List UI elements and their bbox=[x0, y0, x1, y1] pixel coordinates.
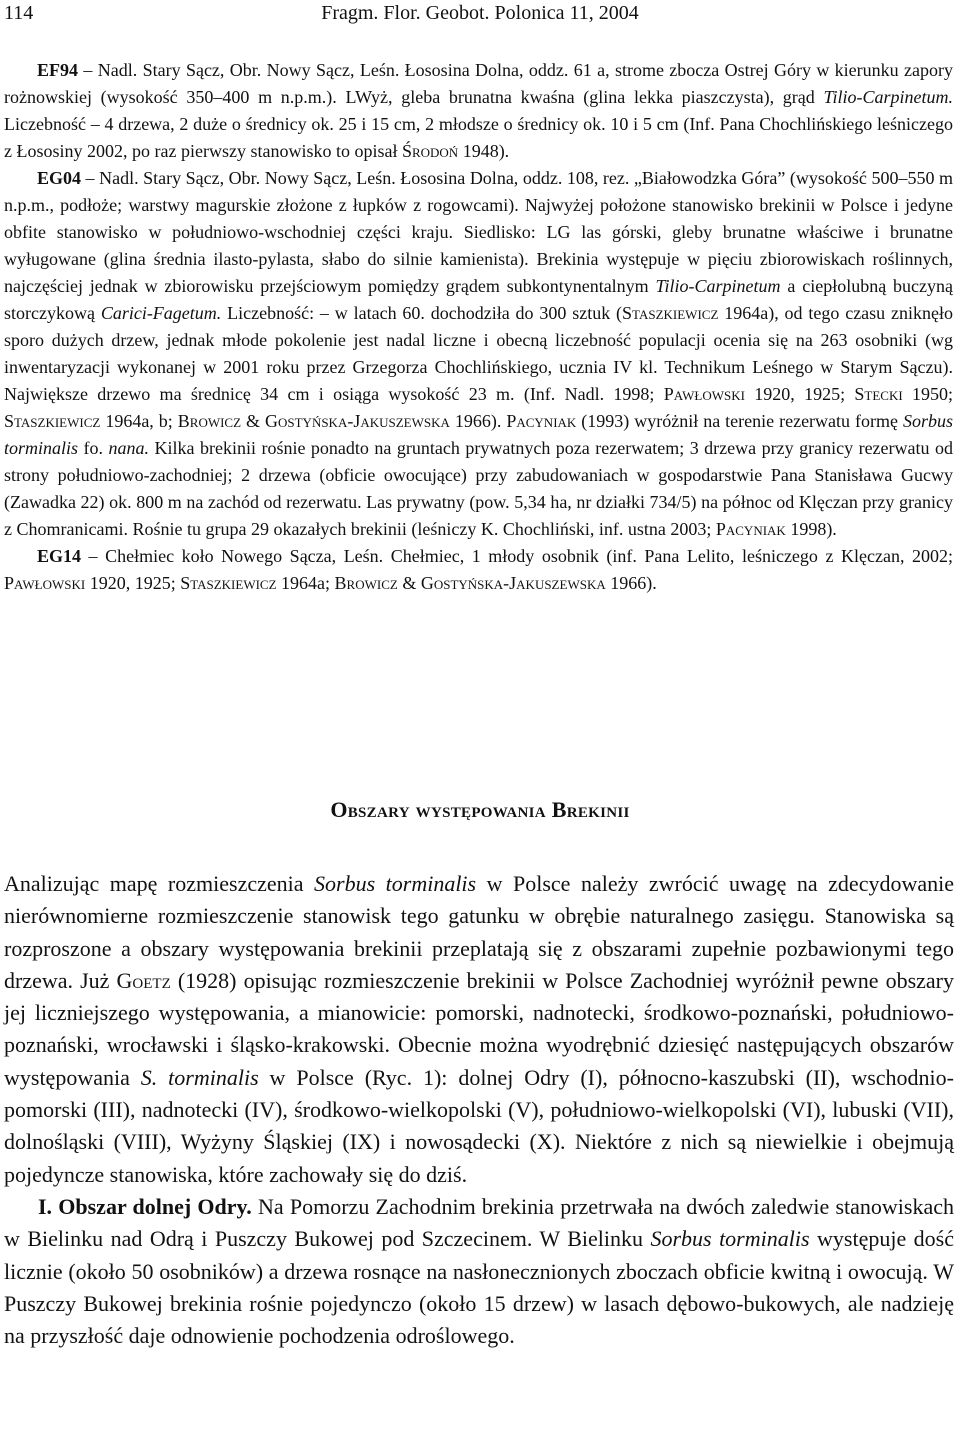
station-list bbox=[4, 57, 953, 597]
paragraph-text: w Polsce należy zwrócić uwagę na zdecydowanie nierównomierne rozmieszczenie stanowisk tego gatunku w obrębie naturalnego zasięgu. Stanowiska są rozproszone a obszary występowania brekinii przeplatają się z obszarami zupełnie pozbawionymi tego drzewa. Już bbox=[4, 871, 954, 993]
paragraph-text: w Polsce (Ryc. 1): dolnej Odry (I), północno-kaszubski (II), wschodnio-pomorski (III), nadnotecki (IV), środkowo-wielkopolski (V), południowo-wielkopolski (VI), lubuski (VII), dolnośląski (VIII), Wyżyny Śląskiej (IX) i nowosądecki (X). Niektóre z nich są niewielkie i obejmują pojedyncze stanowiska, które zachowały się do dziś. bbox=[4, 1064, 954, 1187]
author-citation: Browicz & Gostyńska-Jakuszewska bbox=[334, 573, 606, 593]
entry-text: Kilka brekinii rośnie ponadto na gruntach prywatnych poza rezerwatem; 3 drzewa przy granicy rezerwatu od strony południowo-zachodniej; 2 drzewa (obficie owocujące) przy zabudowaniach w gospodarstwie Pana Stanisława Gucwy (Zawadka 22) ok. 800 m na zachód od rezerwatu. Las prywatny (pow. 5,34 ha, nr działki 734/5) na północ od Klęczan przy granicy z Chomranicami. Rośnie tu grupa 29 okazałych brekinii (leśniczy K. Chochliński, inf. ustna 2003; bbox=[4, 438, 954, 539]
author-citation: Goetz bbox=[116, 967, 171, 993]
entry-text: 1950; bbox=[902, 384, 953, 404]
entry-text: 1964a, b; bbox=[100, 411, 178, 431]
latin-name: Tilio-Carpinetum bbox=[655, 276, 781, 296]
paragraph-text: (1928) opisując rozmieszczenie brekinii w Polsce Zachodniej wyróżnił pewne obszary jej liczniejszego występowania, a mianowicie: pomorski, nadnotecki, środkowo-poznański, południowo-poznański, wrocławski i śląsko-krakowski. Obecnie można wyodrębnić dziesięć następujących obszarów występowania bbox=[4, 967, 954, 1090]
author-citation: Staszkiewicz bbox=[4, 411, 101, 431]
latin-name: Sorbus torminalis bbox=[4, 411, 953, 458]
author-citation: Pacyniak bbox=[506, 411, 577, 431]
running-header bbox=[0, 0, 960, 40]
author-citation: Staszkiewicz bbox=[180, 573, 277, 593]
entry-code: EG04 bbox=[37, 168, 82, 188]
entry-text: Liczebność – 4 drzewa, 2 duże o średnicy ok. 25 i 15 cm, 2 młodsze o średnicy ok. 10 i 5 cm (Inf. Pana Chochlińskiego leśniczego z Łososiny 2002, po raz pierwszy stanowisko to opisał bbox=[4, 114, 953, 161]
author-citation: Pacyniak bbox=[715, 519, 786, 539]
latin-name: nana. bbox=[108, 438, 149, 458]
entry-text: (1993) wyróżnił na terenie rezerwatu formę bbox=[576, 411, 903, 431]
entry-code: EF94 bbox=[37, 60, 79, 80]
entry-text: 1948). bbox=[458, 141, 510, 161]
page-number: 114 bbox=[4, 2, 34, 24]
author-citation: Stecki bbox=[854, 384, 903, 404]
entry-text: – Chełmiec koło Nowego Sącza, Leśn. Chełmiec, 1 młody osobnik (inf. Pana Lelito, leśniczego z Klęczan, 2002; bbox=[81, 546, 953, 566]
entry-text: Liczebność: – w latach 60. dochodziła do 300 sztuk ( bbox=[221, 303, 623, 323]
author-citation: Środoń bbox=[401, 141, 459, 161]
paragraph-text: Analizując mapę rozmieszczenia bbox=[4, 871, 315, 896]
section-body bbox=[4, 868, 954, 1352]
latin-name: S. torminalis bbox=[140, 1064, 259, 1090]
entry-text: – Nadl. Stary Sącz, Obr. Nowy Sącz, Leśn. Łososina Dolna, oddz. 61 a, strome zbocza Ostrej Góry w kierunku zapory rożnowskiej (wysokość 350–400 m n.p.m.). LWyż, gleba brunatna kwaśna (glina lekka piaszczysta), grąd bbox=[4, 60, 953, 107]
author-citation: Staszkiewicz bbox=[622, 303, 719, 323]
intro-paragraph bbox=[4, 868, 954, 1191]
entry-text: 1964a), od tego czasu zniknęło sporo dużych drzew, jednak młode pokolenie jest nadal liczne i obecną liczebność populacji ocenia się na 263 osobniki (wg inwentaryzacji wykonanej w 2001 roku przez Grzegorza Chochlińskiego, ucznia IV kl. Technikum Leśnego w Starym Sączu). Największe drzewo ma średnicę 34 cm i osiąga wysokość 23 m. (Inf. Nadl. 1998; bbox=[4, 303, 953, 404]
latin-name: Sorbus torminalis bbox=[650, 1226, 810, 1252]
entry-text: 1998). bbox=[785, 519, 837, 539]
entry-ef94 bbox=[4, 57, 953, 165]
author-citation: Pawłowski bbox=[4, 573, 86, 593]
entry-text: fo. bbox=[78, 438, 109, 458]
area-1-paragraph bbox=[4, 1191, 954, 1352]
paragraph-text: Na Pomorzu Zachodnim brekinia przetrwała na dwóch zaledwie stanowiskach w Bielinku nad Odrą i Puszczy Bukowej pod Szczecinem. W Bielinku bbox=[4, 1193, 954, 1252]
latin-name: Tilio-Carpinetum. bbox=[823, 87, 953, 107]
entry-text: 1966). bbox=[449, 411, 507, 431]
paragraph-text: występuje dość licznie (około 50 osobników) a drzewa rosnące na nasłonecznionych zboczach obficie kwitną i owocują. W Puszczy Bukowej brekinia rośnie pojedynczo (około 15 drzew) w lasach dębowo-bukowych, ale nadzieję na przyszłość daje odnowienie pochodzenia odroślowego. bbox=[4, 1226, 955, 1349]
entry-text: 1920, 1925; bbox=[85, 573, 181, 593]
entry-text: 1964a; bbox=[276, 573, 335, 593]
area-title: I. Obszar dolnej Odry. bbox=[38, 1193, 252, 1219]
author-citation: Pawłowski bbox=[663, 384, 745, 404]
latin-name: Sorbus torminalis bbox=[314, 871, 477, 896]
author-citation: Browicz & Gostyńska-Jakuszewska bbox=[177, 411, 450, 431]
entry-eg04 bbox=[4, 165, 953, 543]
entry-text: a ciepłolubną buczyną storczykową bbox=[4, 276, 953, 323]
journal-title: Fragm. Flor. Geobot. Polonica 11, 2004 bbox=[321, 2, 639, 24]
entry-text: 1966). bbox=[605, 573, 657, 593]
entry-text: – Nadl. Stary Sącz, Obr. Nowy Sącz, Leśn. Łososina Dolna, oddz. 108, rez. „Białowodzka Góra” (wysokość 500–550 m n.p.m., podłoże; warstwy magurskie złożone z łupków z rogowcami). Najwyżej położone stanowisko brekinii w Polsce i jedyne obfite stanowisko w południowo-wschodniej części kraju. Siedlisko: LG las górski, gleby brunatne właściwe i brunatne wyługowane (glina średnia ilasto-pylasta, słabo do silnie kamienista). Brekinia występuje w pięciu zbiorowiskach roślinnych, najczęściej jednak w zbiorowisku przejściowym pomiędzy grądem subkontynentalnym bbox=[4, 168, 953, 296]
section-heading: Obszary występowania Brekinii bbox=[330, 797, 630, 822]
entry-eg14 bbox=[4, 543, 953, 597]
entry-code: EG14 bbox=[37, 546, 82, 566]
latin-name: Carici-Fagetum. bbox=[100, 303, 222, 323]
entry-text: 1920, 1925; bbox=[744, 384, 855, 404]
